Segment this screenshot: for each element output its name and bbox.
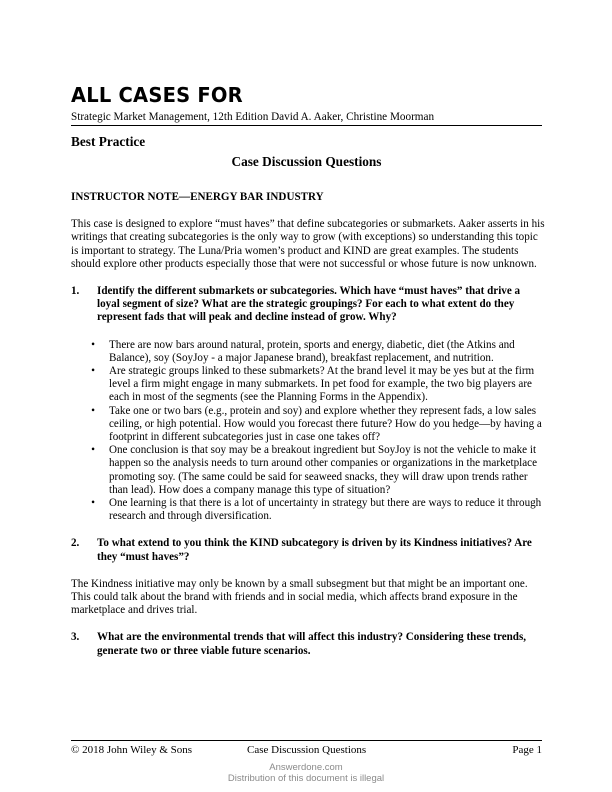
question-number: 3. <box>71 631 80 644</box>
watermark <box>0 762 612 784</box>
list-item <box>71 339 545 365</box>
answer-1-bullets <box>71 339 545 524</box>
document-title: ALL CASES FOR <box>71 83 243 108</box>
footer-copyright: © 2018 John Wiley & Sons <box>71 744 193 756</box>
watermark-notice: Distribution of this document is illegal <box>227 773 385 784</box>
question-3 <box>71 631 545 657</box>
bullet-text: Take one or two bars (e.g., protein and soy) and explore whether they represent fads, a low sales ceiling, or high potential. How would you forecast there future? How do you hedge—by having a footprint in different subcategories just in case one takes off? <box>109 404 542 444</box>
bullet-text: Are strategic groups linked to these submarkets? At the brand level it may be yes but at the firm level a firm might engage in many submarkets. In pet food for example, the two big players are each in most of the segments (see the Planning Forms in the Appendix). <box>109 365 535 404</box>
bullet-icon: • <box>91 338 95 351</box>
bullet-icon: • <box>91 444 95 457</box>
bullet-icon: • <box>91 404 95 417</box>
list-item <box>71 365 545 405</box>
footer-title: Case Discussion Questions <box>247 744 367 756</box>
bullet-icon: • <box>91 365 95 378</box>
watermark-site: Answerdone.com <box>269 762 343 773</box>
bullet-text: One conclusion is that soy may be a breakout ingredient but SoyJoy is not the vehicle to make it happen so the analysis needs to turn around other companies or organizations in the marketplace promoting soy. (The same could be said for seaweed snacks, they will draw upon trends rather than lead). How does a company manage this type of situation? <box>109 444 538 496</box>
list-item <box>71 497 545 523</box>
section-label: Best Practice <box>71 134 146 149</box>
page-footer <box>71 744 542 758</box>
question-1 <box>71 285 545 325</box>
bullet-icon: • <box>91 497 95 510</box>
list-item <box>71 405 545 445</box>
question-2 <box>71 537 545 563</box>
bullet-text: There are now bars around natural, protein, sports and energy, diabetic, diet (the Atkins and Balance), soy (SoyJoy - a major Japanese brand), breakfast replacement, and nutrition. <box>109 338 515 364</box>
question-number: 1. <box>71 285 80 298</box>
page-heading: Case Discussion Questions <box>231 154 382 169</box>
answer-2-paragraph: The Kindness initiative may only be known by a small subsegment but that might be an important one. This could talk about the brand with friends and in social media, which affects brand exposure in the marketplace and drives trial. <box>71 577 528 617</box>
document-subtitle: Strategic Market Management, 12th Edition David A. Aaker, Christine Moorman <box>71 111 435 123</box>
footer-rule <box>71 740 542 741</box>
question-text: What are the environmental trends that will affect this industry? Considering these trends, generate two or three viable future scenarios. <box>97 631 527 657</box>
header-rule <box>71 125 542 126</box>
instructor-note-heading: INSTRUCTOR NOTE—ENERGY BAR INDUSTRY <box>71 191 324 203</box>
question-number: 2. <box>71 537 80 550</box>
bullet-text: One learning is that there is a lot of uncertainty in strategy but there are ways to reduce it through research and through diversification. <box>109 497 542 523</box>
document-body <box>71 191 545 672</box>
question-text: To what extend to you think the KIND subcategory is driven by its Kindness initiatives? Are they “must haves”? <box>97 537 532 563</box>
page-number: Page 1 <box>512 744 542 756</box>
intro-paragraph: This case is designed to explore “must haves” that define subcategories or submarkets. Aaker asserts in his writings that creating subcategories is the only way to grow (with exceptions) so understanding this topic is important to strategy. The Luna/Pria women’s product and KIND are great examples. The students should explore other products especially those that were not successful or whose future is now unknown. <box>71 218 545 270</box>
question-text: Identify the different submarkets or subcategories. Which have “must haves” that drive a loyal segment of size? What are the strategic groupings? For each to what extent do they represent fads that will peak and decline instead of grow. Why? <box>97 285 521 324</box>
list-item <box>71 444 545 497</box>
